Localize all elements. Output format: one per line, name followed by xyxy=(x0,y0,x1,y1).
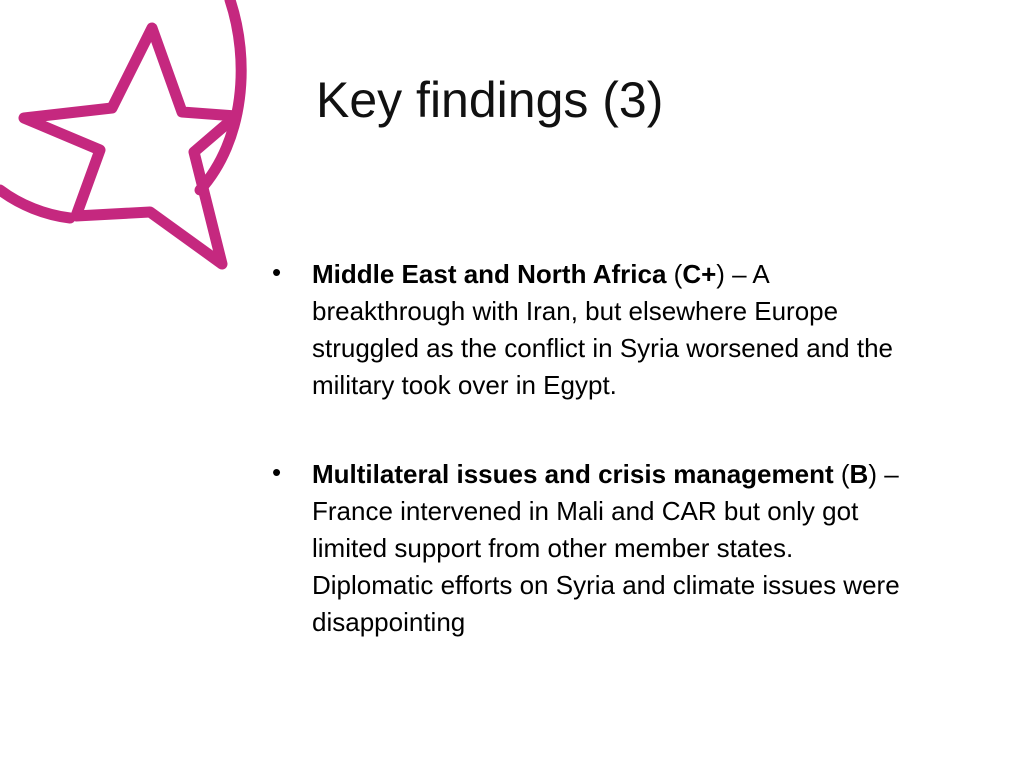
list-item xyxy=(262,456,912,641)
bullet-heading: Multilateral issues and crisis management xyxy=(312,459,834,489)
grade-paren-close: ) xyxy=(868,459,877,489)
list-item xyxy=(262,256,912,404)
bullet-text: – France intervened in Mali and CAR but only got limited support from other member states. Diplomatic efforts on Syria and climate issues were disappointing xyxy=(312,459,900,637)
bullet-text: – A breakthrough with Iran, but elsewhere Europe struggled as the conflict in Syria worsened and the military took over in Egypt. xyxy=(312,259,894,400)
slide-title: Key findings (3) xyxy=(316,72,664,128)
bullet-dot-icon: • xyxy=(272,457,282,487)
bullet-list xyxy=(262,256,912,693)
grade-label: C+ xyxy=(682,259,717,289)
bullet-dot-icon: • xyxy=(272,257,282,287)
grade-paren-open: ( xyxy=(833,459,850,489)
grade-label: B xyxy=(849,459,869,489)
star-logo-icon xyxy=(0,0,260,280)
grade-paren-close: ) xyxy=(716,259,725,289)
grade-paren-open: ( xyxy=(666,259,683,289)
bullet-heading: Middle East and North Africa xyxy=(312,259,667,289)
